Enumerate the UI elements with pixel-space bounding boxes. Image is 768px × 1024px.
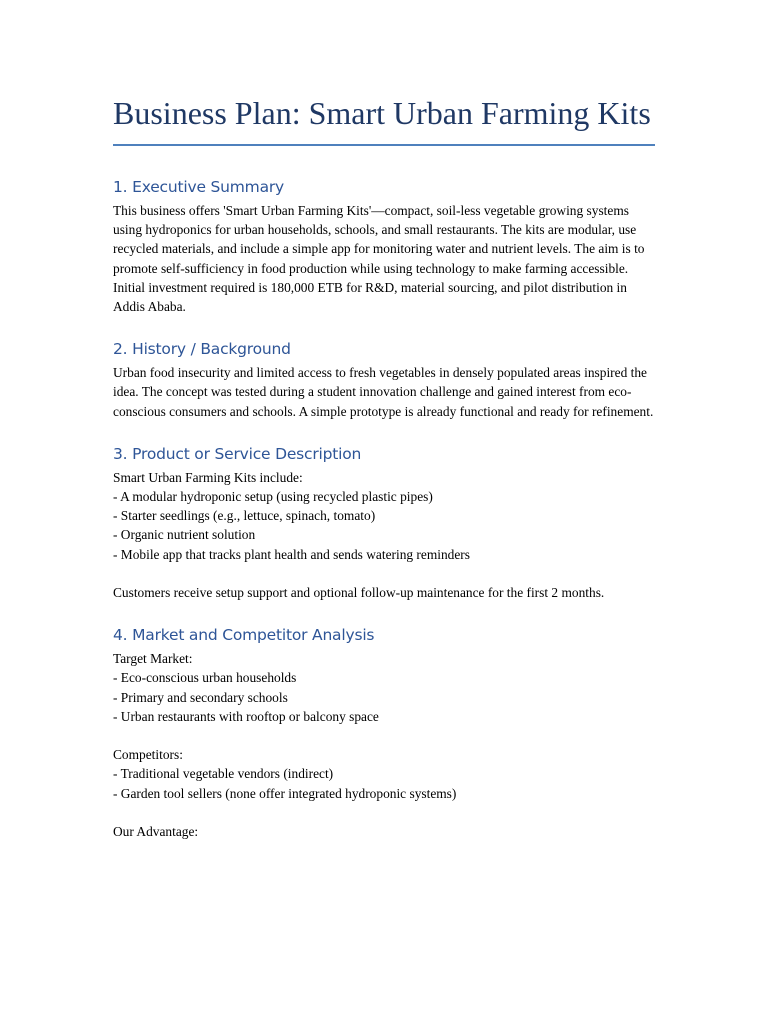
blank-line — [113, 564, 655, 583]
document-page — [113, 92, 655, 863]
list-item: - Eco-conscious urban households — [113, 670, 297, 686]
section-executive-summary — [113, 176, 655, 316]
section-heading: 4. Market and Competitor Analysis — [113, 626, 375, 645]
list-item: - Primary and secondary schools — [113, 689, 288, 705]
section-history-background — [113, 338, 655, 421]
list-item: - Traditional vegetable vendors (indirect) — [113, 766, 334, 782]
blank-line — [113, 726, 655, 745]
list-item: - A modular hydroponic setup (using recycled plastic pipes) — [113, 489, 433, 505]
list-item: - Urban restaurants with rooftop or balcony space — [113, 708, 379, 724]
list-item: - Organic nutrient solution — [113, 527, 256, 543]
section-heading: 1. Executive Summary — [113, 178, 285, 196]
closing-text: Customers receive setup support and optional follow-up maintenance for the first 2 months. — [113, 585, 605, 601]
list-item: - Mobile app that tracks plant health and sends watering reminders — [113, 546, 470, 562]
advantage-label: Our Advantage: — [113, 824, 199, 840]
document-title: Business Plan: Smart Urban Farming Kits — [113, 95, 651, 131]
blank-line — [113, 803, 655, 822]
section-product-description — [113, 443, 655, 602]
section-body: Urban food insecurity and limited access to fresh vegetables in densely populated areas inspired the idea. The concept was tested during a student innovation challenge and gained interest from eco-conscious consumers and schools. A simple prototype is already functional and ready for refinement. — [113, 365, 654, 419]
section-body: This business offers 'Smart Urban Farming Kits'—compact, soil-less vegetable growing systems using hydroponics for urban households, schools, and small restaurants. The kits are modular, use recycled materials, and include a simple app for monitoring water and nutrient levels. The aim is to promote self-sufficiency in food production while using technology to make farming accessible. Initial investment required is 180,000 ETB for R&D, material sourcing, and pilot distribution in Addis Ababa. — [113, 203, 645, 315]
list-item: - Garden tool sellers (none offer integrated hydroponic systems) — [113, 785, 457, 801]
section-market-analysis — [113, 624, 655, 841]
competitors-label: Competitors: — [113, 747, 183, 763]
list-intro: Smart Urban Farming Kits include: — [113, 469, 303, 485]
section-heading: 3. Product or Service Description — [113, 444, 362, 463]
section-heading: 2. History / Background — [113, 340, 291, 359]
list-item: - Starter seedlings (e.g., lettuce, spinach, tomato) — [113, 508, 376, 524]
target-market-label: Target Market: — [113, 651, 193, 667]
title-divider — [113, 144, 655, 146]
